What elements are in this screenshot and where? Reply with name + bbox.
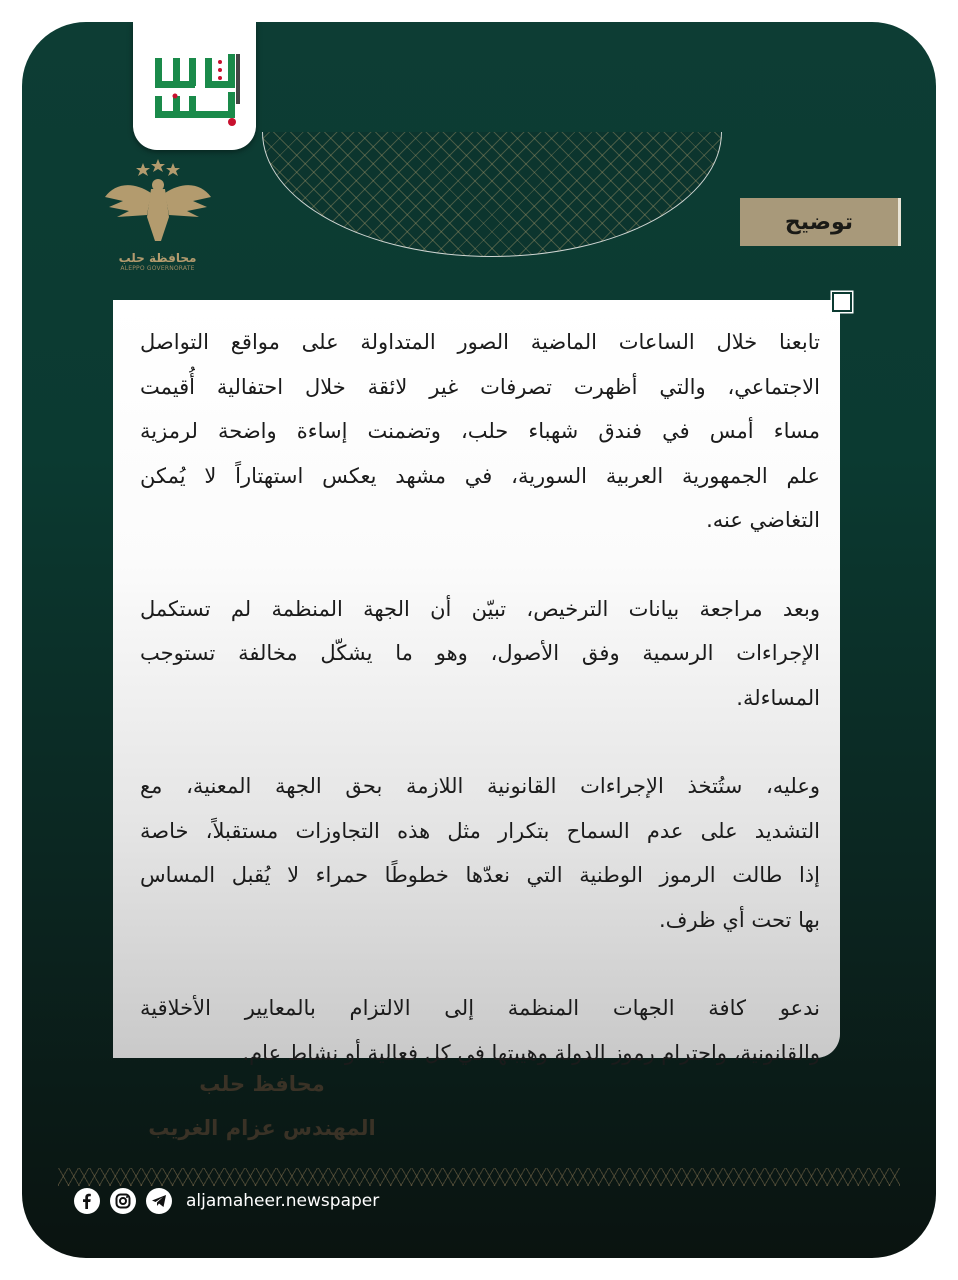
text-line: وعليه، ستُتخذ الإجراءات القانونية اللازمة بحق الجهة المعنية، مع	[140, 774, 820, 798]
instagram-icon[interactable]	[110, 1188, 136, 1214]
text-line: الاجتماعي، والتي أظهرت تصرفات غير لائقة خلال احتفالية أُقيمت	[140, 374, 820, 399]
post-panel	[22, 22, 936, 1258]
emblem-name-ar: محافظة حلب	[118, 251, 197, 265]
text-line: إذا طالت الرموز الوطنية التي نعدّها خطوطًا حمراء لا يُقبل المساس	[140, 863, 820, 887]
text-line: التشديد على عدم السماح بتكرار مثل هذه التجاوزات مستقبلاً، خاصة	[140, 818, 820, 843]
text-line: تابعنا خلال الساعات الماضية الصور المتداولة على مواقع التواصل	[140, 330, 820, 354]
text-line: مساء أمس في فندق شهباء حلب، وتضمنت إساءة واضحة لرمزية	[140, 419, 820, 443]
paragraph	[140, 587, 820, 721]
signature-role: محافظ حلب	[199, 1072, 325, 1096]
text-line: المساءلة.	[736, 685, 820, 710]
paragraph	[140, 986, 820, 1075]
aleppo-governorate-emblem	[100, 157, 215, 272]
ornament-arc-line	[262, 132, 722, 257]
social-handle[interactable]: aljamaheer.newspaper	[186, 1191, 380, 1211]
social-bar	[74, 1188, 379, 1214]
signature-name: المهندس عزام الغريب	[148, 1116, 376, 1140]
text-line: والقانونية، واحترام رموز الدولة وهيبتها في كل فعالية أو نشاط عام.	[242, 1040, 820, 1065]
aljamaheer-logo	[133, 22, 256, 150]
page-title: توضيح	[740, 198, 901, 246]
statement-body	[140, 320, 820, 1119]
emblem-name-en: ALEPPO GOVERNORATE	[120, 265, 195, 272]
telegram-icon[interactable]	[146, 1188, 172, 1214]
logo-mark-icon	[145, 46, 245, 126]
text-line: الإجراءات الرسمية وفق الأصول، وهو ما يشكّل مخالفة تستوجب	[140, 641, 820, 665]
ornament-strip	[58, 1168, 900, 1186]
text-line: علم الجمهورية العربية السورية، في مشهد يعكس استهتاراً لا يُمكن	[140, 463, 820, 488]
eagle-icon	[103, 157, 213, 245]
paragraph	[140, 320, 820, 543]
text-line: وبعد مراجعة بيانات الترخيص، تبيّن أن الجهة المنظمة لم تستكمل	[140, 596, 820, 621]
text-line: بها تحت أي ظرف.	[659, 907, 820, 932]
text-line: التغاضي عنه.	[706, 508, 820, 532]
paragraph	[140, 764, 820, 942]
text-line: ندعو كافة الجهات المنظمة إلى الالتزام بالمعايير الأخلاقية	[140, 996, 820, 1020]
facebook-icon[interactable]	[74, 1188, 100, 1214]
card-corner-ornament	[832, 292, 852, 312]
